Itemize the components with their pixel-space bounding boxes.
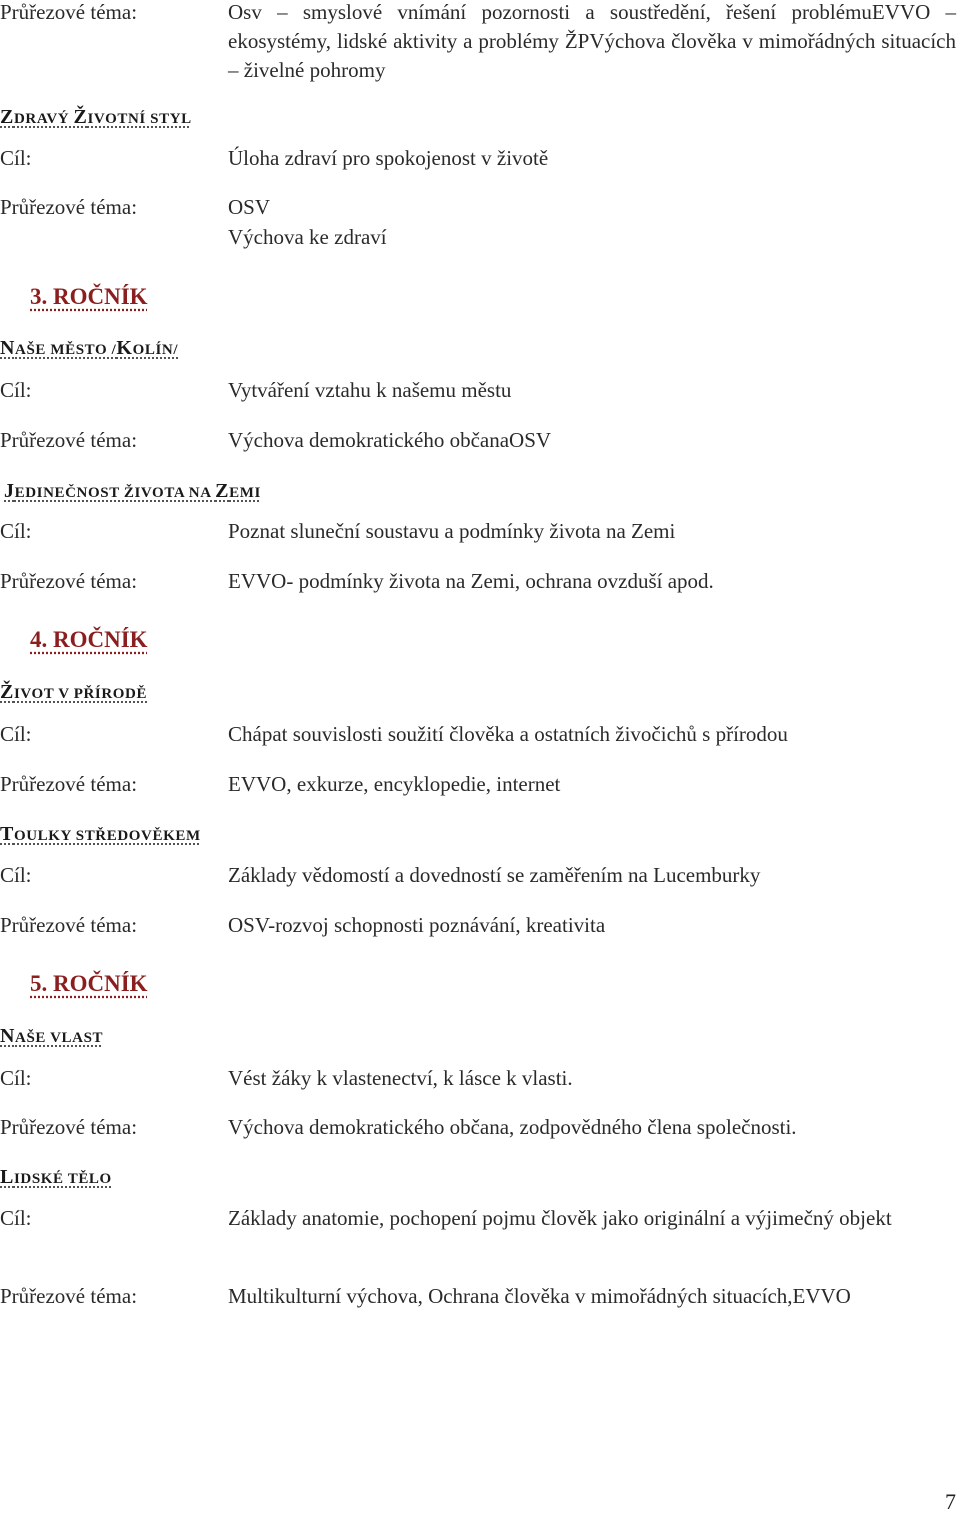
cil-label: Cíl: [0, 863, 32, 887]
grade-heading-4: 4. ROČNÍK [30, 627, 148, 652]
tema-value: OSV-rozvoj schopnosti poznávání, kreativita [228, 913, 606, 937]
tema-value: EVVO- podmínky života na Zemi, ochrana ovzduší apod. [228, 569, 714, 593]
section-heading-lidske-telo: LIDSKÉ TĚLO [0, 1166, 112, 1188]
cil-label: Cíl: [0, 519, 32, 543]
intro-tema-label: Průřezové téma: [0, 0, 138, 24]
tema-value: Výchova demokratického občanaOSV [228, 428, 552, 452]
tema-label: Průřezové téma: [0, 569, 138, 593]
section-heading-zivot-v-prirode: ŽIVOT V PŘÍRODĚ [0, 681, 148, 703]
tema-value-line2: Výchova ke zdraví [228, 225, 387, 249]
section-heading-toulky-stredovekem: TOULKY STŘEDOVĚKEM [0, 823, 201, 845]
tema-label: Průřezové téma: [0, 1115, 138, 1139]
section-heading-nase-vlast: NAŠE VLAST [0, 1025, 104, 1047]
tema-label: Průřezové téma: [0, 772, 138, 796]
tema-label: Průřezové téma: [0, 1284, 138, 1308]
tema-value-line1: OSV [228, 195, 271, 219]
section-heading-jedinecnost: JEDINEČNOST ŽIVOTA NA ZEMI [4, 480, 261, 502]
cil-label: Cíl: [0, 1066, 32, 1090]
cil-value: Vytváření vztahu k našemu městu [228, 378, 512, 402]
section-heading-zdravy-zivotni-styl: ZDRAVÝ ŽIVOTNÍ STYL [0, 106, 192, 128]
grade-heading-3: 3. ROČNÍK [30, 284, 148, 309]
cil-label: Cíl: [0, 1206, 32, 1230]
section-heading-nase-mesto: NAŠE MĚSTO /KOLÍN/ [0, 337, 179, 359]
grade-heading-5: 5. ROČNÍK [30, 971, 148, 996]
cil-label: Cíl: [0, 722, 32, 746]
tema-label: Průřezové téma: [0, 195, 138, 219]
page-number: 7 [945, 1489, 956, 1514]
tema-label: Průřezové téma: [0, 913, 138, 937]
tema-label: Průřezové téma: [0, 428, 138, 452]
intro-tema-text: Osv – smyslové vnímání pozornosti a soustředění, řešení problémuEVVO – ekosystémy, lidské aktivity a problémy ŽPVýchova člověka v mimořádných situacích – živelné pohromy [228, 0, 956, 82]
cil-value: Vést žáky k vlastenectví, k lásce k vlasti. [228, 1066, 573, 1090]
cil-label: Cíl: [0, 146, 32, 170]
tema-value: Výchova demokratického občana, zodpovědného člena společnosti. [228, 1115, 797, 1139]
tema-value: EVVO, exkurze, encyklopedie, internet [228, 772, 561, 796]
cil-value: Chápat souvislosti soužití člověka a ostatních živočichů s přírodou [228, 722, 788, 746]
cil-value: Poznat sluneční soustavu a podmínky života na Zemi [228, 519, 676, 543]
tema-value: Multikulturní výchova, Ochrana člověka v mimořádných situacích,EVVO [228, 1284, 851, 1308]
cil-value: Úloha zdraví pro spokojenost v životě [228, 146, 549, 170]
cil-value: Základy vědomostí a dovedností se zaměřením na Lucemburky [228, 863, 761, 887]
cil-value: Základy anatomie, pochopení pojmu člověk jako originální a výjimečný objekt [228, 1206, 892, 1230]
cil-label: Cíl: [0, 378, 32, 402]
